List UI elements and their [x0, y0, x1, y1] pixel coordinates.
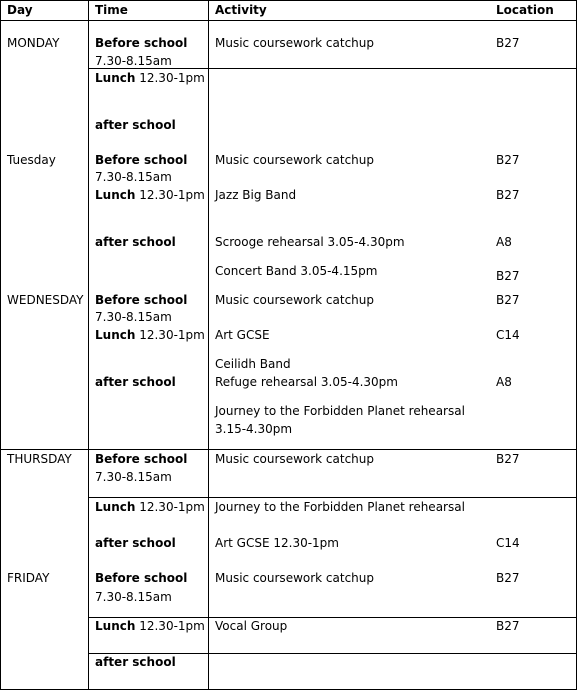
location: B27 — [496, 452, 520, 466]
lunch-slot — [95, 617, 205, 635]
time-value: 12.30-1pm — [139, 328, 205, 342]
location: A8 — [496, 235, 512, 249]
header-day: Day — [7, 3, 33, 17]
time-label: Lunch — [95, 500, 136, 514]
time-value: 12.30-1pm — [139, 500, 205, 514]
time-value: 12.30-1pm — [139, 188, 205, 202]
time-label: Lunch — [95, 619, 136, 633]
activity: Journey to the Forbidden Planet rehearsal — [215, 404, 465, 418]
time-label: Lunch — [95, 328, 136, 342]
time-label: Lunch — [95, 71, 136, 85]
lunch-slot — [95, 326, 205, 344]
time-label: after school — [95, 655, 176, 669]
time-label: Before school — [95, 36, 188, 50]
header-activity: Activity — [215, 3, 267, 17]
time-label: after school — [95, 375, 176, 389]
time-value: 7.30-8.15am — [95, 310, 172, 324]
activity: Music coursework catchup — [215, 452, 375, 466]
time-value: 12.30-1pm — [139, 619, 205, 633]
activity: Vocal Group — [215, 619, 288, 633]
activity: Music coursework catchup — [215, 293, 375, 307]
activity: Scrooge rehearsal 3.05-4.30pm — [215, 235, 405, 249]
location: B27 — [496, 188, 520, 202]
location: A8 — [496, 375, 512, 389]
day-wednesday: WEDNESDAY — [7, 293, 84, 307]
time-label: after school — [95, 235, 176, 249]
location: B27 — [496, 153, 520, 167]
time-label: Before school — [95, 452, 188, 466]
activity: Music coursework catchup — [215, 153, 375, 167]
day-friday: FRIDAY — [7, 571, 50, 585]
lunch-slot — [95, 498, 205, 516]
day-tuesday: Tuesday — [7, 153, 56, 167]
border-top — [0, 0, 577, 1]
location: B27 — [496, 571, 520, 585]
activity: Refuge rehearsal 3.05-4.30pm — [215, 375, 398, 389]
column-divider-time — [88, 0, 89, 690]
time-label: Before school — [95, 153, 188, 167]
location: C14 — [496, 328, 520, 342]
activity: Art GCSE — [215, 328, 270, 342]
border-left — [0, 0, 1, 690]
time-value: 12.30-1pm — [139, 71, 205, 85]
activity: Ceilidh Band — [215, 357, 291, 371]
activity: 3.15-4.30pm — [215, 422, 293, 436]
column-divider-activity — [208, 0, 209, 690]
activity: Jazz Big Band — [215, 188, 297, 202]
lunch-slot — [95, 69, 205, 87]
time-value: 7.30-8.15am — [95, 54, 172, 68]
activity: Journey to the Forbidden Planet rehearsal — [215, 500, 465, 514]
location: C14 — [496, 536, 520, 550]
time-value: 7.30-8.15am — [95, 470, 172, 484]
time-label: after school — [95, 118, 176, 132]
time-value: 7.30-8.15am — [95, 170, 172, 184]
activity: Music coursework catchup — [215, 36, 375, 50]
header-location: Location — [496, 3, 554, 17]
day-monday: MONDAY — [7, 36, 60, 50]
location: B27 — [496, 293, 520, 307]
day-thursday: THURSDAY — [7, 452, 72, 466]
location: B27 — [496, 619, 520, 633]
activity: Art GCSE 12.30-1pm — [215, 536, 339, 550]
location: B27 — [496, 36, 520, 50]
header-time: Time — [95, 3, 128, 17]
time-label: Lunch — [95, 188, 136, 202]
time-value: 7.30-8.15am — [95, 590, 172, 604]
time-label: Before school — [95, 571, 188, 585]
time-label: Before school — [95, 293, 188, 307]
activity: Music coursework catchup — [215, 571, 375, 585]
time-label: after school — [95, 536, 176, 550]
header-divider — [0, 20, 577, 21]
location: B27 — [496, 269, 520, 283]
activity: Concert Band 3.05-4.15pm — [215, 264, 378, 278]
lunch-slot — [95, 186, 205, 204]
